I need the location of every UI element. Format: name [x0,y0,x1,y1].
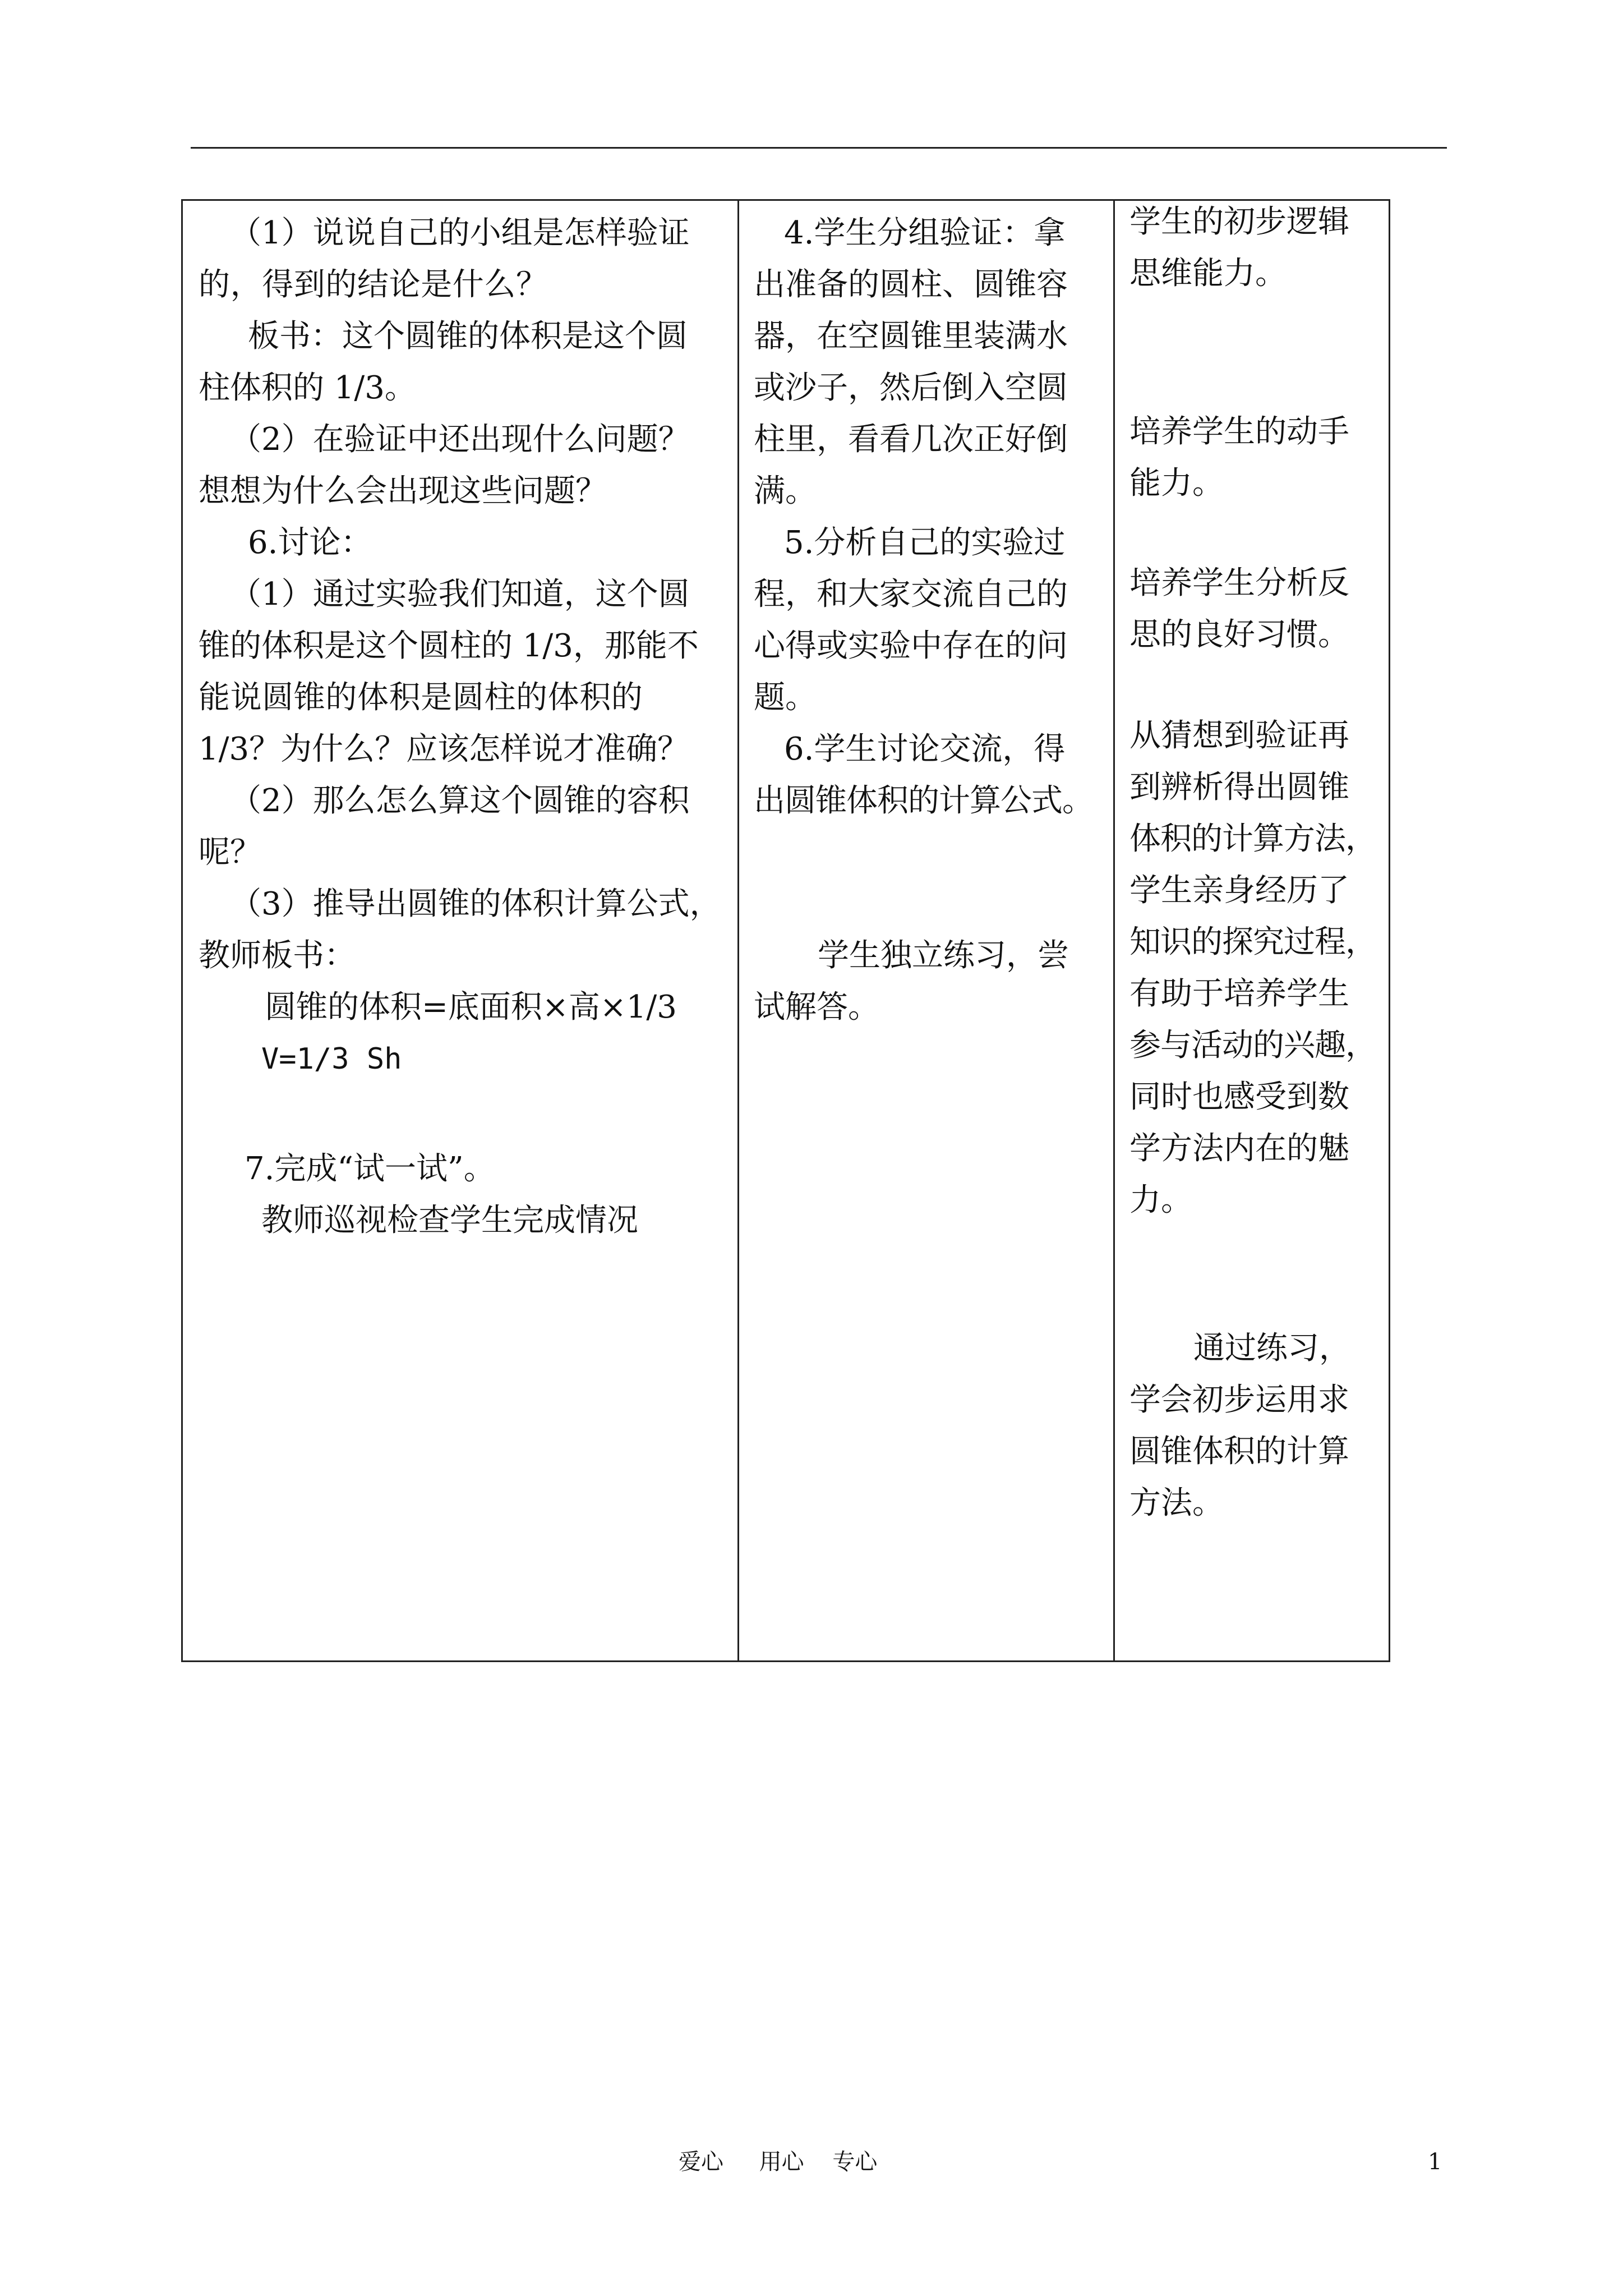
student-line: 5.分析自己的实验过 [784,524,1066,561]
intent-line: 有助于培养学生 [1129,976,1349,1012]
intent-line: 学会初步运用求 [1129,1382,1349,1418]
student-activity-column [739,201,1115,1660]
teacher-line: 教师板书： [199,937,356,974]
teacher-line: （3）推导出圆锥的体积计算公式， [230,886,721,922]
teacher-line: 柱体积的 1/3。 [199,370,416,406]
teacher-line: （2）那么怎么算这个圆锥的容积 [230,783,690,819]
student-line: 心得或实验中存在的问 [754,628,1068,664]
intent-line: 学生亲身经历了 [1129,872,1349,909]
teacher-line: 锥的体积是这个圆柱的 1/3，那能不 [199,628,699,664]
student-line: 柱里，看看几次正好倒 [754,421,1068,458]
intent-line: 圆锥体积的计算 [1129,1433,1349,1470]
student-line: 题。 [754,679,817,716]
page-number: 1 [1428,2149,1442,2175]
teacher-line: 想想为什么会出现这些问题？ [199,473,607,509]
student-line: 程，和大家交流自己的 [754,576,1068,613]
student-line: 或沙子，然后倒入空圆 [754,370,1068,406]
intent-line: 参与活动的兴趣， [1129,1027,1376,1064]
formula-line: 圆锥的体积=底面积×高×1/3 [265,989,677,1025]
intent-line: 思的良好习惯。 [1129,616,1349,653]
footer-motto: 爱心 用心 专心 [679,2149,878,2175]
intent-line: 通过练习， [1193,1330,1350,1366]
intent-line: 思维能力。 [1129,255,1287,292]
student-line: 器，在空圆锥里装满水 [754,318,1068,355]
student-line: 出圆锥体积的计算公式。 [754,783,1093,819]
intent-line: 体积的计算方法， [1129,821,1376,857]
student-line: 满。 [754,473,817,509]
intent-line: 同时也感受到数 [1129,1079,1349,1115]
teacher-line: 的，得到的结论是什么？ [199,266,548,303]
teacher-line: 板书：这个圆锥的体积是这个圆 [248,318,688,355]
student-line: 6.学生讨论交流，得 [784,731,1066,767]
intent-line: 培养学生分析反 [1129,565,1349,601]
design-intent-column [1115,201,1389,1660]
teacher-line: 6.讨论： [248,524,372,561]
lesson-table [181,199,1390,1662]
intent-line: 能力。 [1129,465,1224,501]
formula-line: V=1/3 Sh [261,1042,402,1076]
teacher-line: 教师巡视检查学生完成情况 [261,1202,638,1239]
student-line: 出准备的圆柱、圆锥容 [754,266,1068,303]
student-line: 4.学生分组验证：拿 [784,215,1066,251]
teacher-line: 7.完成“试一试”。 [245,1151,495,1187]
intent-line: 培养学生的动手 [1129,413,1349,450]
teacher-line: 能说圆锥的体积是圆柱的体积的 [199,679,643,716]
teacher-line: （1）说说自己的小组是怎样验证 [230,215,690,251]
intent-line: 知识的探究过程， [1129,924,1376,960]
teacher-line: 1/3？为什么？应该怎样说才准确？ [199,731,689,767]
student-line: 试解答。 [754,989,879,1025]
intent-line: 到辨析得出圆锥 [1129,769,1349,806]
teacher-activity-column [183,201,739,1660]
teacher-line: （1）通过实验我们知道，这个圆 [230,576,690,613]
teacher-line: 呢？ [199,834,261,871]
intent-line: 学生的初步逻辑 [1129,204,1349,240]
intent-line: 力。 [1129,1182,1192,1218]
header-rule [191,147,1447,149]
intent-line: 方法。 [1129,1485,1224,1521]
student-line: 学生独立练习，尝 [818,937,1069,974]
intent-line: 从猜想到验证再 [1129,717,1349,754]
intent-line: 学方法内在的魅 [1129,1130,1349,1167]
teacher-line: （2）在验证中还出现什么问题？ [230,421,690,458]
